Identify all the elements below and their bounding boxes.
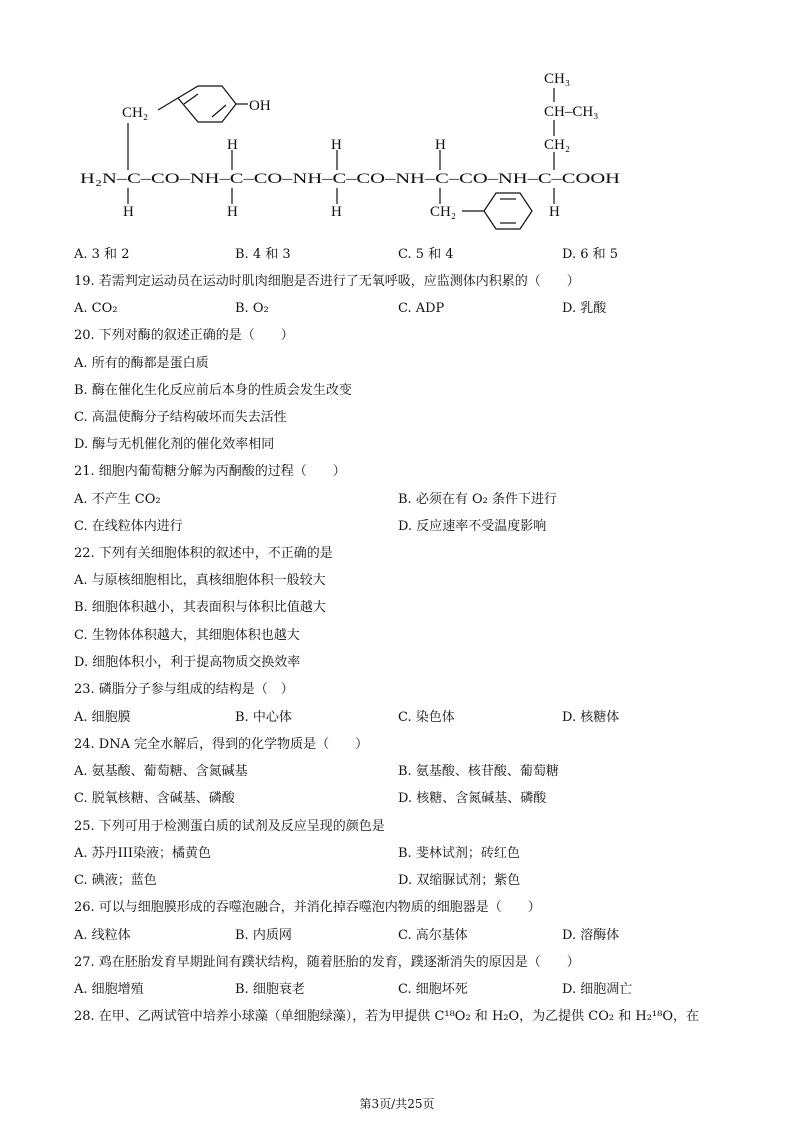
h-top-1: H — [227, 137, 238, 153]
q26-option-b: B. 内质网 — [235, 928, 292, 943]
q24-option-d: D. 核糖、含氮碱基、磷酸 — [398, 791, 547, 806]
peptide-structure-diagram — [0, 0, 794, 235]
q27-option-c: C. 细胞坏死 — [398, 982, 468, 997]
q21-option-b: B. 必须在有 O₂ 条件下进行 — [398, 492, 557, 507]
q28-stem: 28. 在甲、乙两试管中培养小球藻（单细胞绿藻），若为甲提供 C¹⁸O₂ 和 H₂O，为乙提供 CO₂ 和 H₂¹⁸O，在 — [74, 1009, 699, 1024]
q21-stem: 21. 细胞内葡萄糖分解为丙酮酸的过程（ ） — [74, 464, 346, 479]
ch2-bottom-label: CH₂ — [430, 204, 457, 220]
q23-option-d: D. 核糖体 — [562, 710, 620, 725]
q19-option-a: A. CO₂ — [74, 301, 118, 316]
q27-option-a: A. 细胞增殖 — [74, 982, 144, 997]
q19-option-b: B. O₂ — [235, 301, 269, 316]
ch2-left-label: CH₂ — [122, 105, 149, 121]
q27-option-b: B. 细胞衰老 — [235, 982, 305, 997]
q21-option-d: D. 反应速率不受温度影响 — [398, 519, 547, 534]
peptide-main-chain: H₂N–C–CO–NH–C–CO–NH–C–CO–NH–C–CO–NH–C–COOH — [80, 171, 621, 187]
page-footer: 第3页/共25页 — [359, 1097, 435, 1111]
h-bottom-3: H — [331, 204, 342, 220]
q22-option-a: A. 与原核细胞相比，真核细胞体积一般较大 — [74, 573, 326, 588]
q18-option-a: A. 3 和 2 — [74, 247, 130, 262]
ch2-top-label: CH₂ — [544, 137, 571, 153]
q20-stem: 20. 下列对酶的叙述正确的是（ ） — [74, 328, 294, 343]
ch3-label: CH₃ — [544, 71, 571, 87]
q23-option-b: B. 中心体 — [235, 710, 292, 725]
q25-option-a: A. 苏丹III染液；橘黄色 — [74, 846, 212, 861]
q18-option-c: C. 5 和 4 — [398, 247, 454, 262]
q22-stem: 22. 下列有关细胞体积的叙述中，不正确的是 — [74, 546, 333, 561]
q20-option-b: B. 酶在催化生化反应前后本身的性质会发生改变 — [74, 383, 352, 398]
ch-ch3-label: CH–CH₃ — [544, 104, 599, 120]
q20-option-c: C. 高温使酶分子结构破坏而失去活性 — [74, 410, 287, 425]
q24-option-b: B. 氨基酸、核苷酸、葡萄糖 — [398, 764, 559, 779]
q21-option-a: A. 不产生 CO₂ — [74, 492, 161, 507]
q26-stem: 26. 可以与细胞膜形成的吞噬泡融合，并消化掉吞噬泡内物质的细胞器是（ ） — [74, 900, 541, 915]
q25-option-d: D. 双缩脲试剂；紫色 — [398, 873, 521, 888]
q19-option-c: C. ADP — [398, 301, 445, 316]
q18-option-b: B. 4 和 3 — [235, 247, 291, 262]
oh-label: OH — [249, 98, 271, 114]
q19-option-d: D. 乳酸 — [562, 301, 607, 316]
q23-stem: 23. 磷脂分子参与组成的结构是（ ） — [74, 682, 294, 697]
q24-option-c: C. 脱氧核糖、含碱基、磷酸 — [74, 791, 235, 806]
q26-option-d: D. 溶酶体 — [562, 928, 620, 943]
q18-option-d: D. 6 和 5 — [562, 247, 619, 262]
q25-option-c: C. 碘液；蓝色 — [74, 873, 157, 888]
q27-option-d: D. 细胞凋亡 — [562, 982, 633, 997]
h-bottom-4: H — [549, 204, 560, 220]
q23-option-a: A. 细胞膜 — [74, 710, 131, 725]
q21-option-c: C. 在线粒体内进行 — [74, 519, 183, 534]
h-bottom-2: H — [227, 204, 238, 220]
q26-option-a: A. 线粒体 — [74, 928, 131, 943]
q20-option-a: A. 所有的酶都是蛋白质 — [74, 356, 209, 371]
q23-option-c: C. 染色体 — [398, 710, 455, 725]
h-top-2: H — [331, 137, 342, 153]
q20-option-d: D. 酶与无机催化剂的催化效率相同 — [74, 437, 275, 452]
q19-stem: 19. 若需判定运动员在运动时肌肉细胞是否进行了无氧呼吸，应监测体内积累的（ ） — [74, 274, 580, 289]
h-bottom-1: H — [123, 204, 134, 220]
q24-stem: 24. DNA 完全水解后，得到的化学物质是（ ） — [74, 737, 369, 752]
q25-option-b: B. 斐林试剂；砖红色 — [398, 846, 520, 861]
q22-option-c: C. 生物体体积越大，其细胞体积也越大 — [74, 628, 300, 643]
q24-option-a: A. 氨基酸、葡萄糖、含氮碱基 — [74, 764, 248, 779]
q22-option-b: B. 细胞体积越小，其表面积与体积比值越大 — [74, 600, 326, 615]
q22-option-d: D. 细胞体积小，利于提高物质交换效率 — [74, 655, 301, 670]
h-top-3: H — [435, 137, 446, 153]
q26-option-c: C. 高尔基体 — [398, 928, 468, 943]
q25-stem: 25. 下列可用于检测蛋白质的试剂及反应呈现的颜色是 — [74, 819, 385, 834]
q27-stem: 27. 鸡在胚胎发育早期趾间有蹼状结构，随着胚胎的发育，蹼逐渐消失的原因是（ ） — [74, 955, 580, 970]
